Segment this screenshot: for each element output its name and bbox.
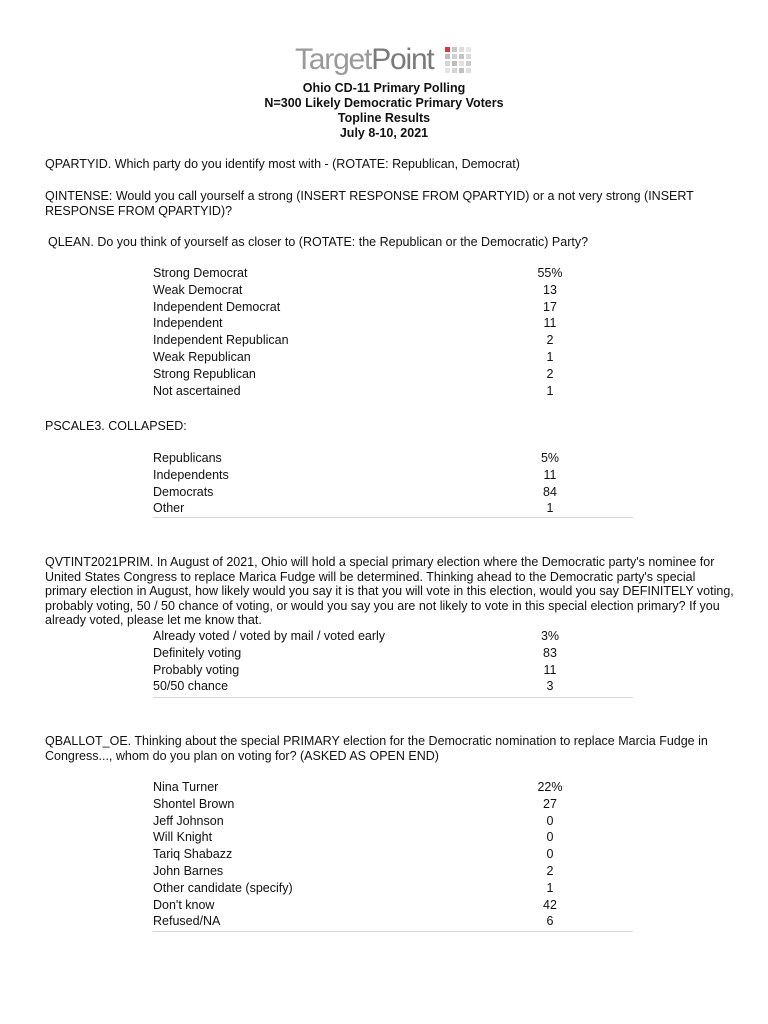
response-value: 22%: [537, 780, 563, 794]
logo-text-target: Target: [295, 43, 372, 76]
table-row: [153, 913, 633, 930]
question-qvtint2021prim: QVTINT2021PRIM. In August of 2021, Ohio will hold a special primary election where the Democratic party's nominee for United States Congress to replace Marica Fudge will be determined. Thinking ahead to the Democratic party's special primary election in August, how likely would you say it is that you will vote in this election, would you say DEFINITELY voting, probably voting, 50 / 50 chance of voting, or would you say you are not likely to vote in this special election primary? If you already voted, please let me know that.: [45, 555, 734, 627]
response-label: Jeff Johnson: [153, 813, 224, 828]
response-label: Shontel Brown: [153, 796, 235, 811]
table-row: [153, 467, 633, 484]
response-label: Weak Republican: [153, 349, 251, 364]
collapsed-party-table: [153, 450, 633, 517]
response-value: 11: [543, 662, 557, 677]
response-label: Other: [153, 501, 185, 516]
response-label: Independent Republican: [153, 333, 289, 348]
response-value: 0: [546, 830, 554, 845]
response-value: 2: [546, 366, 554, 381]
response-label: John Barnes: [153, 863, 224, 878]
table-row: [153, 299, 633, 316]
table-row: [153, 282, 633, 299]
ballot-table: [153, 779, 633, 930]
vote-intent-table: [153, 628, 633, 695]
response-value: 1: [546, 880, 554, 895]
response-value: 3%: [540, 629, 560, 643]
response-label: Strong Republican: [153, 366, 256, 381]
response-value: 11: [543, 316, 557, 331]
response-value: 55%: [537, 266, 563, 280]
table-row: [153, 897, 633, 914]
response-value: 2: [546, 863, 554, 878]
response-value: 13: [543, 282, 557, 297]
question-qpartyid: QPARTYID. Which party do you identify most with - (ROTATE: Republican, Democrat): [45, 157, 520, 171]
table-row: [153, 315, 633, 332]
table-row: [153, 779, 633, 796]
response-value: 1: [546, 349, 554, 364]
response-value: 84: [543, 484, 557, 499]
response-label: Independent: [153, 316, 223, 331]
logo-grid-icon: [445, 47, 471, 73]
response-value: 2: [546, 333, 554, 348]
table-row: [153, 484, 633, 501]
table-divider: [153, 697, 633, 698]
response-label: Not ascertained: [153, 383, 241, 398]
table-row: [153, 846, 633, 863]
table-row: [153, 678, 633, 695]
question-qballot-oe: QBALLOT_OE. Thinking about the special PRIMARY election for the Democratic nomination to replace Marcia Fudge in Congress..., whom do you plan on voting for? (ASKED AS OPEN END): [45, 734, 708, 763]
table-row: [153, 796, 633, 813]
table-row: [153, 645, 633, 662]
table-row: [153, 332, 633, 349]
table-row: [153, 628, 633, 645]
response-label: 50/50 chance: [153, 679, 229, 694]
response-value: 3: [546, 679, 554, 694]
question-qlean: QLEAN. Do you think of yourself as closer to (ROTATE: the Republican or the Democratic) Party?: [48, 235, 589, 249]
field-dates: July 8-10, 2021: [339, 126, 429, 140]
response-label: Don't know: [153, 897, 215, 912]
table-divider: [153, 931, 633, 932]
response-value: 6: [546, 914, 554, 929]
table-row: [153, 265, 633, 282]
table-row: [153, 500, 633, 517]
table-row: [153, 863, 633, 880]
response-value: 27: [543, 796, 557, 811]
table-row: [153, 450, 633, 467]
table-row: [153, 662, 633, 679]
table-row: [153, 829, 633, 846]
response-label: Republicans: [153, 451, 222, 465]
response-label: Independent Democrat: [153, 299, 281, 314]
response-value: 1: [546, 501, 554, 516]
response-label: Refused/NA: [153, 914, 221, 929]
response-label: Strong Democrat: [153, 266, 248, 280]
response-label: Democrats: [153, 484, 214, 499]
response-value: 42: [543, 897, 557, 912]
response-label: Will Knight: [153, 830, 213, 845]
response-label: Nina Turner: [153, 780, 219, 794]
table-row: [153, 366, 633, 383]
response-value: 0: [546, 813, 554, 828]
question-qintense: QINTENSE: Would you call yourself a strong (INSERT RESPONSE FROM QPARTYID) or a not very strong (INSERT RESPONSE FROM QPARTYID)?: [45, 189, 694, 218]
response-value: 5%: [540, 451, 560, 465]
response-label: Already voted / voted by mail / voted early: [153, 629, 386, 643]
response-value: 1: [546, 383, 554, 398]
response-value: 11: [543, 467, 557, 482]
table-row: [153, 813, 633, 830]
table-row: [153, 349, 633, 366]
report-title: Ohio CD-11 Primary Polling: [302, 81, 466, 95]
response-label: Probably voting: [153, 662, 240, 677]
response-label: Definitely voting: [153, 645, 242, 660]
logo-text-point: Point: [371, 43, 434, 76]
response-value: 17: [543, 299, 557, 314]
table-row: [153, 880, 633, 897]
table-divider: [153, 517, 633, 518]
response-value: 83: [543, 645, 557, 660]
report-subtitle: Topline Results: [337, 111, 431, 125]
sample-description: N=300 Likely Democratic Primary Voters: [264, 96, 504, 110]
response-label: Other candidate (specify): [153, 880, 293, 895]
response-label: Tariq Shabazz: [153, 847, 233, 862]
question-pscale3: PSCALE3. COLLAPSED:: [45, 419, 187, 433]
table-row: [153, 383, 633, 400]
response-value: 0: [546, 847, 554, 862]
targetpoint-logo: [295, 42, 485, 80]
response-label: Weak Democrat: [153, 282, 243, 297]
response-label: Independents: [153, 467, 229, 482]
party-id-table: [153, 265, 633, 399]
